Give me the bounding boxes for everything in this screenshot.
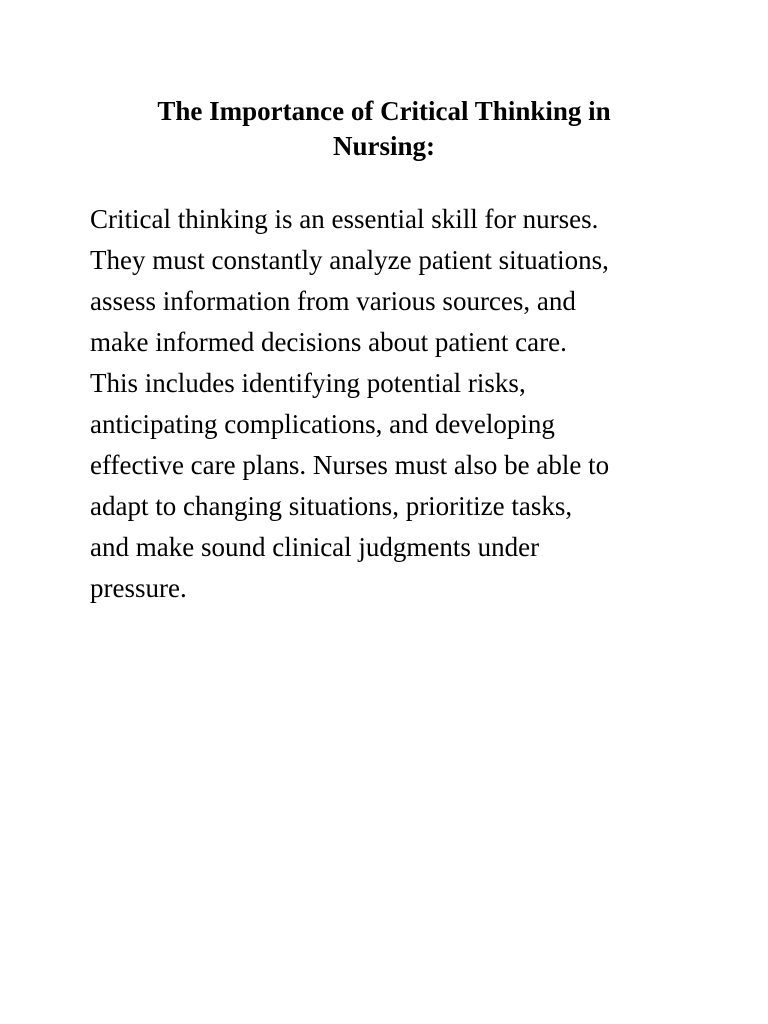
title-line: Nursing:: [332, 131, 435, 161]
body-line: adapt to changing situations, prioritize tasks,: [90, 491, 573, 521]
body-line: They must constantly analyze patient situations,: [90, 245, 609, 275]
body-line: make informed decisions about patient care.: [90, 327, 567, 357]
body-line: effective care plans. Nurses must also be able to: [90, 450, 610, 480]
body-line: Critical thinking is an essential skill for nurses.: [90, 204, 599, 234]
body-line: This includes identifying potential risks,: [90, 368, 526, 398]
document-title: [110, 94, 658, 164]
body-line: assess information from various sources, and: [90, 286, 576, 316]
body-line: and make sound clinical judgments under: [90, 532, 540, 562]
body-line: anticipating complications, and developing: [90, 409, 555, 439]
body-paragraph: [90, 199, 690, 609]
title-line: The Importance of Critical Thinking in: [157, 96, 611, 126]
body-line: pressure.: [90, 573, 187, 603]
